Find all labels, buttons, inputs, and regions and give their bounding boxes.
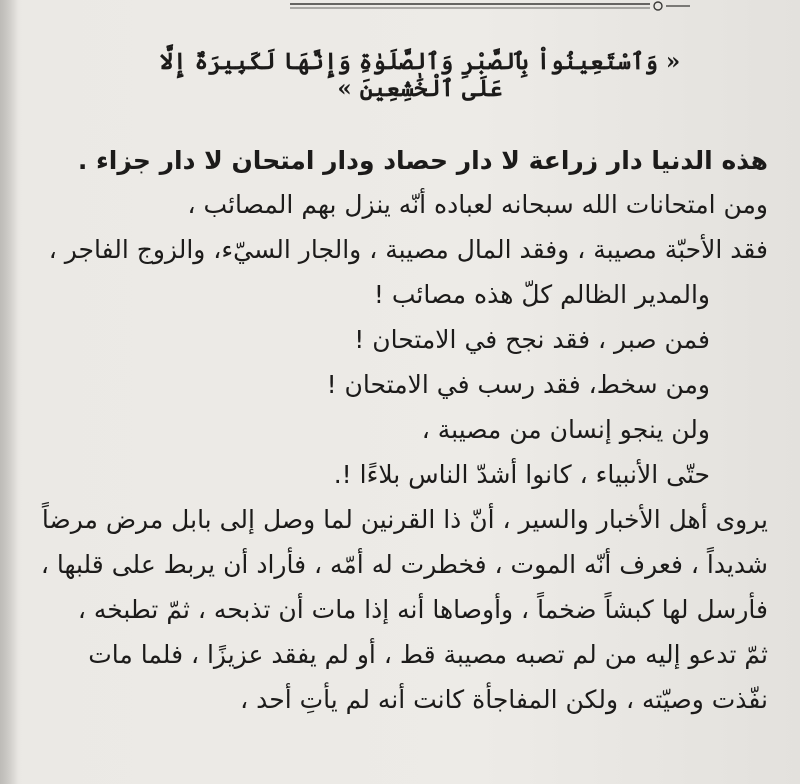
top-ornament-line <box>290 0 690 16</box>
text-line: يروى أهل الأخبار والسير ، أنّ ذا القرنين لما وصل إلى بابل مرض مرضاً <box>41 505 768 534</box>
body-text <box>40 140 768 722</box>
page-spine-shadow <box>0 0 18 784</box>
text-line: نفّذت وصيّته ، ولكن المفاجأة كانت أنه لم يأتِ أحد ، <box>240 685 768 714</box>
text-line: ومن امتحانات الله سبحانه لعباده أنّه ينزل بهم المصائب ، <box>187 190 768 219</box>
heading-line: هذه الدنيا دار زراعة لا دار حصاد ودار امتحان لا دار جزاء . <box>77 146 768 175</box>
text-line: فقد الأحبّة مصيبة ، وفقد المال مصيبة ، والجار السيّء، والزوج الفاجر ، <box>48 235 768 264</box>
text-line: ومن سخط، فقد رسب في الامتحان ! <box>326 370 710 399</box>
text-line: حتّى الأنبياء ، كانوا أشدّ الناس بلاءًا !. <box>333 460 710 489</box>
quran-verse: « وَٱسْتَعِينُواْ بِٱلصَّبْرِ وَٱلصَّلَوٰةِ وَإِنَّهَا لَكَبِيرَةٌ إِلَّا عَلَى ٱلْخَٰشِعِينَ » <box>159 48 681 102</box>
text-line: والمدير الظالم كلّ هذه مصائب ! <box>373 280 710 309</box>
text-line: فمن صبر ، فقد نجح في الامتحان ! <box>354 325 710 354</box>
text-line: فأرسل لها كبشاً ضخماً ، وأوصاها أنه إذا مات أن تذبحه ، ثمّ تطبخه ، <box>77 595 768 624</box>
text-line: ولن ينجو إنسان من مصيبة ، <box>421 415 710 444</box>
text-line: شديداً ، فعرف أنّه الموت ، فخطرت له أمّه ، فأراد أن يربط على قلبها ، <box>40 550 768 579</box>
text-line: ثمّ تدعو إليه من لم تصبه مصيبة قط ، أو لم يفقد عزيزًا ، فلما مات <box>88 640 768 669</box>
